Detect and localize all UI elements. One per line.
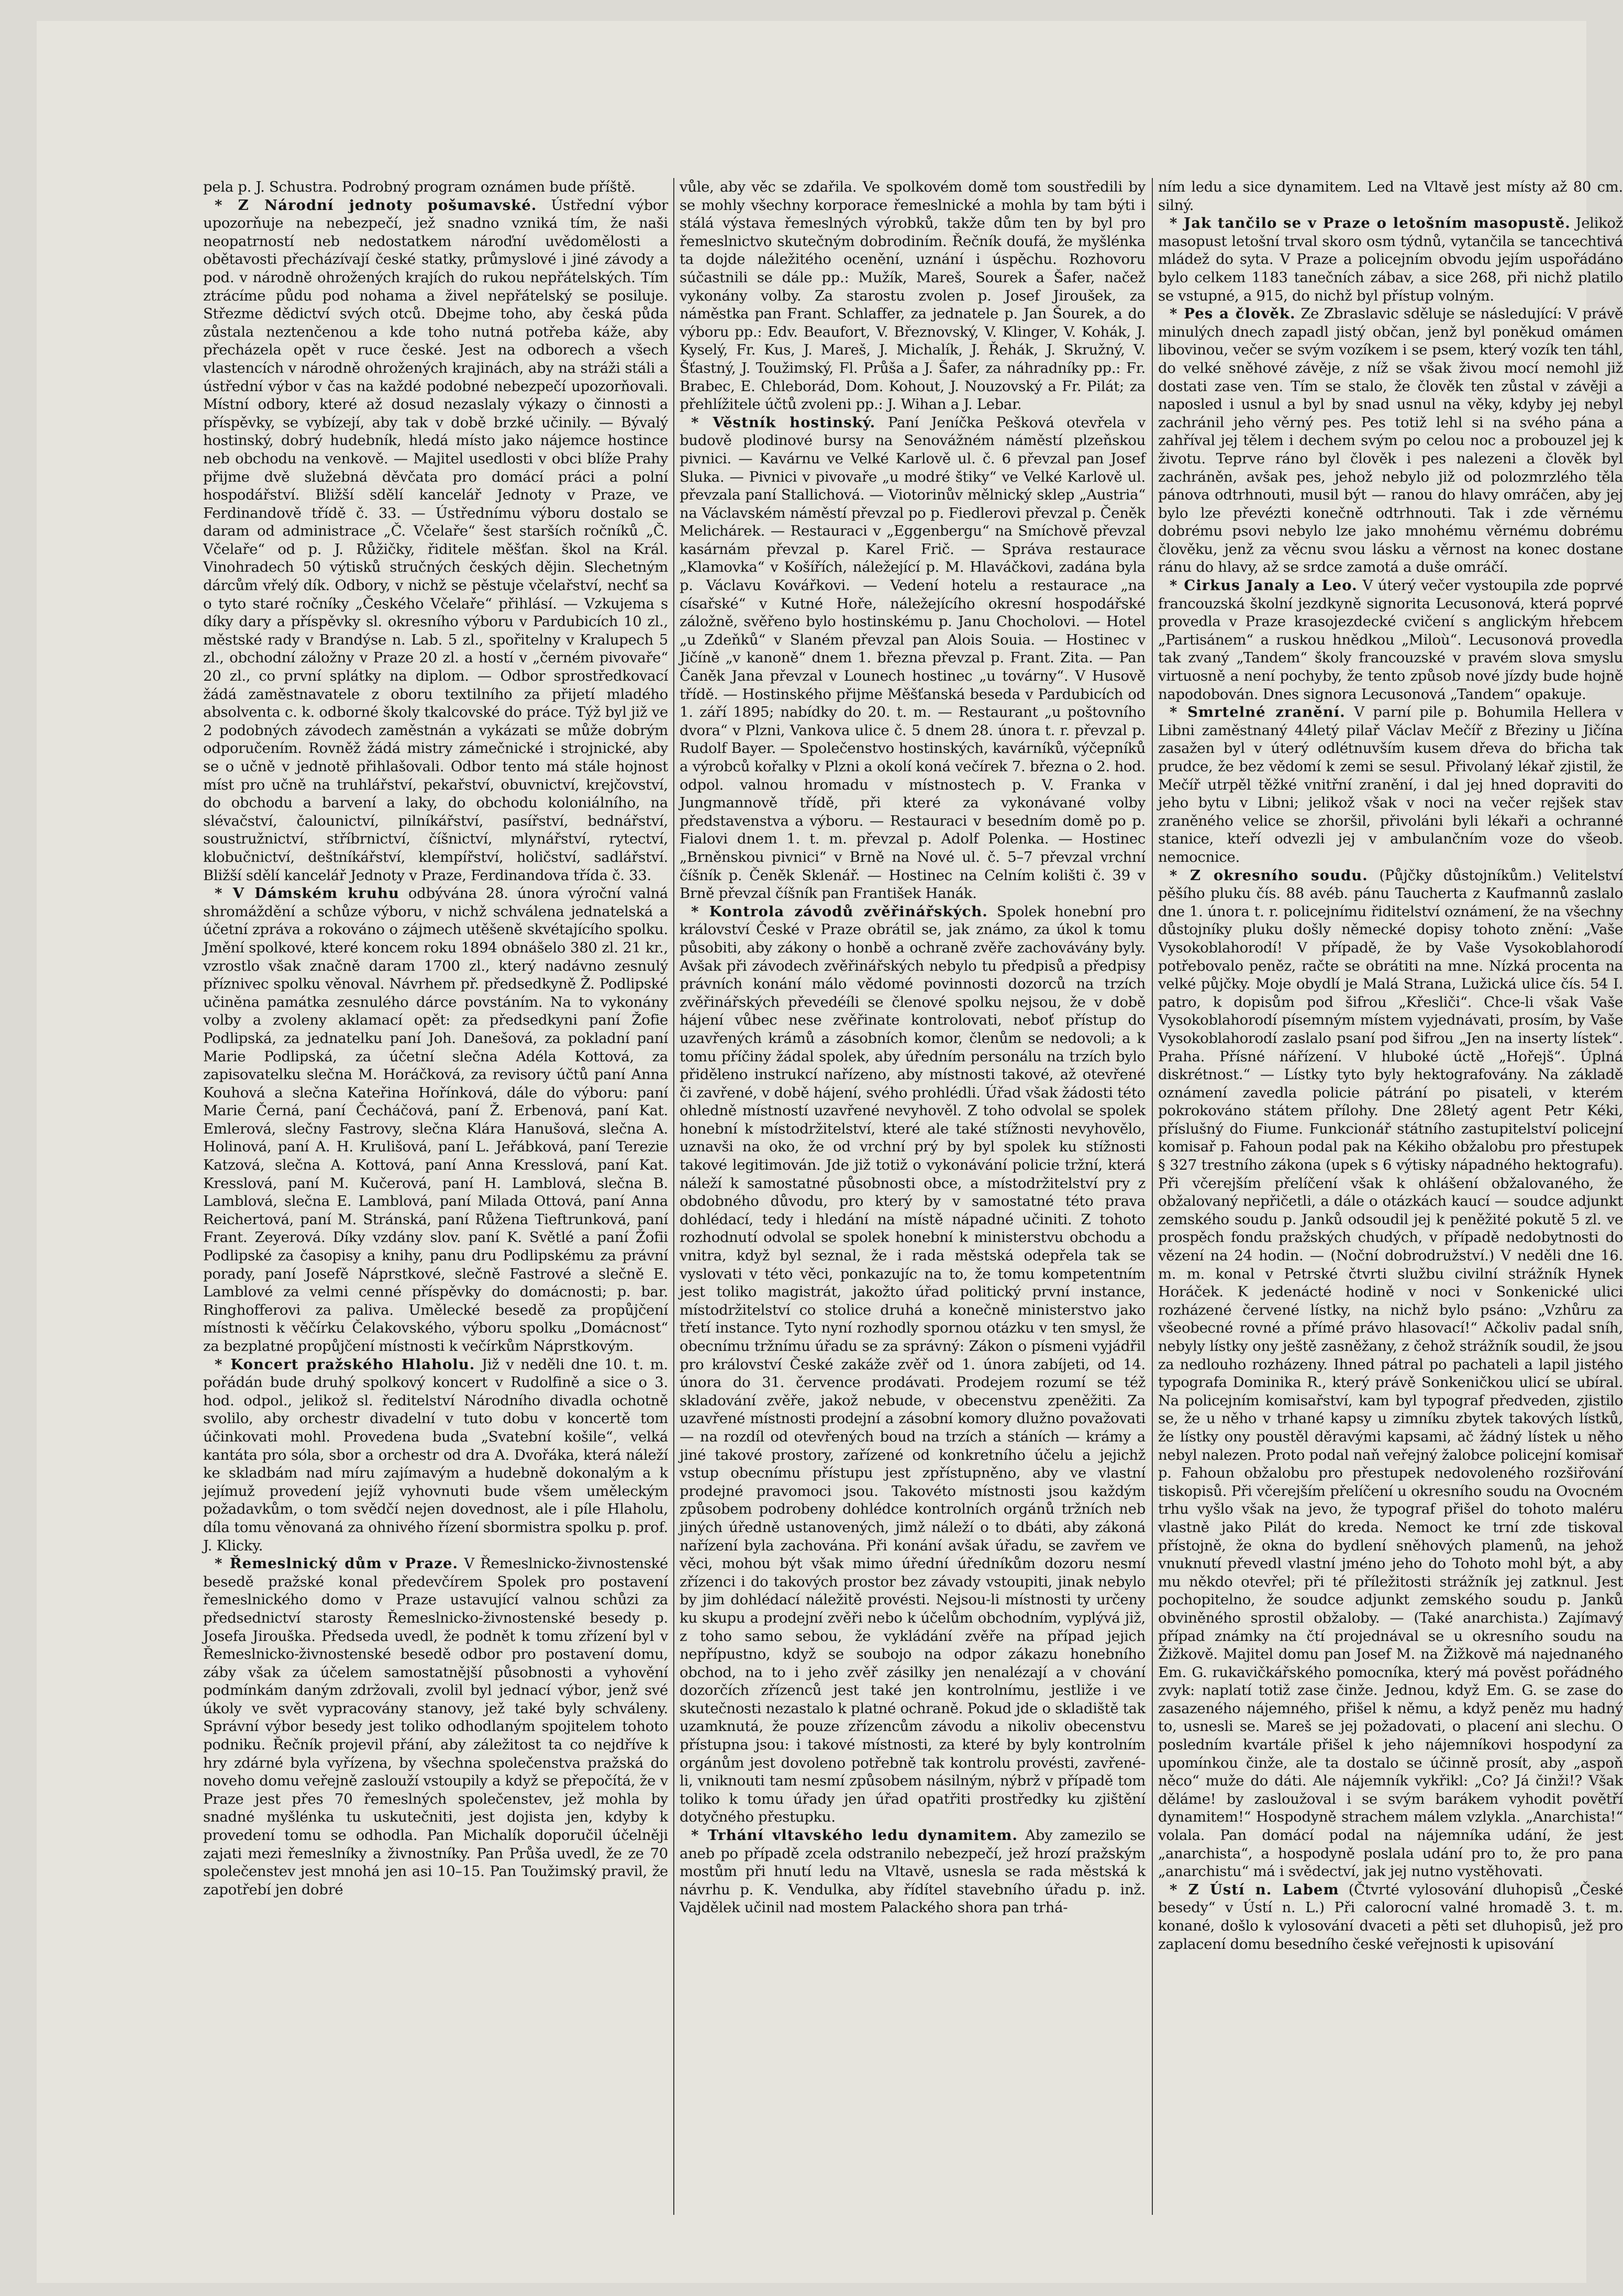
news-item	[1158, 214, 1623, 305]
column-divider	[1152, 178, 1153, 2215]
news-item-body: V Řemeslnicko-živnostenské besedě pražské konal předevčírem Spolek pro postavení řemeslnického domo v Praze ustavující valnou schůzi za předsednictví starosty Řemeslnicko-živnostenské besedy p. Josefa Jirouška. Předseda uvedl, že podnět k tomu zřízení byl v Řemeslnicko-živnostenské besedě odbor pro postavení domu, záby však za účelem samostatnější působnosti a vyhovění podmínkám daným zdržovali, zvolil byl jednací výbor, jenž své úkoly ve svět vypracovány stanovy, jež také byly schváleny. Správní výbor besedy jest toliko odhodlaným spojitelem tohoto podniku. Řečník projevil přání, aby záležitost ta co nejdříve k hry zdárné byla vyřízena, by všechna společenstva pražská do noveho domu veřejně zaslouží vstoupily a když se přepočítá, že v Praze jest přes 70 řemeslných společenstev, jež mohla by snadné myšlénka tu uskutečniti, jest dojista jen, kdyby k provedení tomu se odhodla. Pan Michalík doporučil účelněji zajati mezi řemeslníky a živnostníky. Pan Průša uvedl, že ze 70 společenstev jest mnohá jen asi 10–15. Pan Toužimský pravil, že zapotřebí jen dobré	[203, 1555, 668, 1898]
news-item-headline: * Pes a člověk.	[1170, 305, 1296, 323]
news-item-headline: * Cirkus Janaly a Leo.	[1170, 577, 1358, 594]
news-item	[1158, 576, 1623, 703]
news-item-body: Jelikož masopust letošní trval skoro osm týdnů, vytančila se tancechtivá mládež do syta. V Praze a policejním obvodu jejím uspořádáno bylo celkem 1183 tanečních zábav, a sice 268, při nichž platilo se vstupné, a 915, do nichž byl přístup volným.	[1158, 215, 1623, 304]
news-item	[1158, 1881, 1623, 1953]
news-item	[203, 884, 668, 1355]
news-item-headline: * Z okresního soudu.	[1170, 867, 1368, 884]
news-item-body: ním ledu a sice dynamitem. Led na Vltavě jest místy až 80 cm. silný.	[1158, 179, 1623, 214]
news-item-body: Ze Zbraslavic sděluje se následující: V právě minulých dnech zapadl jistý občan, jenž byl poněkud omámen libovinou, večer se svým vozíkem i se psem, který vozík ten táhl, do velké sněhové závěje, z níž se však živou mocí nemohl již dostati zase ven. Tím se stalo, že člověk ten zůstal v závěji a naposled i usnul a byl by snad usnul na věky, kdyby jej nebyl zachránil jeho věrný pes. Pes totiž lehl si na svého pána a zahříval jej tělem i dechem svým po celou noc a probouzel jej k životu. Teprve ráno byl člověk i pes nalezeni a člověk byl zachráněn, avšak pes, jehož nebylo již od polozmrzlého těla pánova odtrhnouti, musil být — ranou do hlavy omráčen, aby jej bylo lze převézti konečně odtrhnouti. Tak i zde věrnému dobrému psovi nebylo lze jako mnohému věrnému dobrému člověku, jenž za věcnu svou lásku a věrnost na konec dostane ránu do hlavy, až se srdce zamotá a duše omráčí.	[1158, 305, 1623, 576]
news-item-body: (Půjčky důstojníkům.) Velitelství pěšího pluku čís. 88 avéb. pánu Taucherta z Kaufmannů zaslalo dne 1. února t. r. policejnímu řiditelství oznámení, že na všechny důstojníky pluku došly německé dopisy tohoto znění: „Vaše Vysokoblahorodí! V případě, že by Vaše Vysokoblahorodí potřebovalo peněz, račte se obrátiti na mne. Nízká procenta na velké půjčky. Moje obydlí je Malá Strana, Lužická ulice čís. 54 I. patro, k dopisům pod šifrou „Křesliči“. Chce-li však Vaše Vysokoblahorodí písemným místem vyjednávati, prosím, by Vaše Vysokoblahorodí zaslalo psaní pod šifrou „Jen na inserty lístek“. Praha. Přísné nářízení. V hluboké úctě „Hořejš“. Úplná diskrétnost.“ — Lístky tyto byly hektografovány. Na základě oznámení zavedla policie pátrání po pisateli, v kterém pokrokováno státem přílohy. Dne 28letý agent Petr Kéki, příslušný do Fiume. Funkcionář státního zastupitelství policejní komisař p. Fahoun podal pak na Kékiho obžalobu pro přestupek § 327 trestního zákona (upek s 6 výtisky nápadného hektografu). Při včerejším přelíčení však k ohlášení obžalovaného, že obžalovaný nepřičetli, a dále o otázkách kaucí — soudce adjunkt zemského soudu p. Janků odsoudil jej k peněžité pokutě 5 zl. ve prospěch fondu pražských chudých, v případě nedobytnosti do vězení na 24 hodin. — (Noční dobrodružství.) V neděli dne 16. m. m. konal v Petrské čtvrti službu civilní strážník Hynek Horáček. K jedenácté hodině v noci v Sonkenické ulici rozházené červené lístky, na nichž bylo psáno: „Vzhůru za všeobecné rovné a přímé právo hlasovací!“ Ačkoliv padal sníh, nebyly lístky ony ještě zasněžany, z čehož strážník soudil, že jsou za nedlouho rozházeny. Ihned pátral po pachateli a lapil jistého typografa Dominika R., který právě Sonkeničkou ulicí se ubíral. Na policejním komisařství, kam byl typograf předveden, zjistilo se, že u něho v trhané kapsy u zimníku zbytek takových lístků, že lístky ony poustěl děravými kapsami, ač žádný lístek u něho nebyl nalezen. Proto podal naň veřejný žalobce policejní komisař p. Fahoun obžalobu pro přestupek nedovoleného rozšiřování tiskopisů. Při včerejším přelíčení u okresního soudu na Ovocném trhu vyšlo však na jevo, že typograf přišel do tohoto maléru vlastně jako Pilát do kreda. Nemoct ke trní zde tiskoval přístojně, že okna do bydlení sněhových plamenů, na jehož vnuknutí převedl vlastní jméno jeho do Tohoto mohl být, a aby mu někdo otevřel; při té příležitosti strážník jej zatknul. Jest pochopitelno, že soudce adjunkt zemského soudu p. Janků obviněného sprostil obžaloby. — (Také anarchista.) Zajímavý případ známky na čtí projednával se u okresního soudu na Žižkově. Majitel domu pan Josef M. na Žižkově má najednaného Em. G. rukavičkářského pomocníka, který má pověst pořádného zvyk: naplatí totiž zase činže. Jednou, když Em. G. se zase do zasazeného nájemného, přišel k němu, a když peněz mu hadný to, usnesli se. Mareš se jej požadovati, o placení ani slechu. O posledním kvartále přišel k jeho nájemníkovi hospodyní za upomínkou činže, ale ta dostalo se účinně prosít, aby „aspoň něco“ muže do dáti. Ale nájemník vykřikl: „Co? Já činži!? Však děláme! by zasloužoval i se svým barákem vyhodit povětří dynamitem!“ Hospodyně strachem málem vzlykla. „Anarchista!“ volala. Pan domácí podal na nájemníka udání, že jest „anarchista“, a hospodyně poslala udání pro to, že pro pana „anarchistu“ má i svědectví, jak jej nutno vystěhovati.	[1158, 867, 1623, 1880]
newspaper-page	[37, 21, 1623, 2283]
news-item	[1158, 305, 1623, 576]
news-item-headline: * Smrtelné zranění.	[1170, 704, 1346, 721]
column-middle	[680, 178, 1146, 2215]
column-divider	[673, 178, 674, 2215]
column-left	[203, 178, 668, 2215]
news-item-body: vůle, aby věc se zdařila. Ve spolkovém domě tom soustředili by se mohly všechny korporace řemeslnické a mohla by tam býti i stálá výstava řemeslných výrobků, takže dům ten by byl pro řemeslnictvo skutečným dobrodiním. Řečník doufá, že myšlénka ta dojde náležitého ocenění, uznání i úspěchu. Rozhovoru súčastnili se dále pp.: Mužík, Mareš, Sourek a Šafer, načež vykonány volby. Za starostu zvolen p. Josef Jiroušek, za náměstka pan Frant. Schlaffer, za jednatele p. Jan Šourek, a do výboru pp.: Edv. Beaufort, V. Březnovský, V. Klinger, V. Kohák, J. Kyselý, Fr. Kus, J. Mareš, J. Michalík, J. Řehák, J. Skružný, V. Šťastný, J. Toužimský, Fl. Průša a J. Šafer, za náhradníky pp.: Fr. Brabec, E. Chleborád, Dom. Kohout, J. Nouzovský a Fr. Pilát; za přehlížitele účtů zvoleni pp.: J. Wihan a J. Lebar.	[680, 179, 1146, 413]
news-item-headline: * Věstník hostinský.	[691, 414, 876, 431]
news-item	[680, 414, 1146, 903]
news-item-body: V parní pile p. Bohumila Hellera v Libni zaměstnaný 44letý pilař Václav Mečíř z Březiny u Jičína zasažen byl v úterý odlétnuvším kusem dřeva do břicha tak prudce, že bez vědomí k zemi se sesul. Přivolaný lékař zjistil, že Mečíř utrpěl těžké vnitřní zranění, i dal jej hned dopraviti do jeho bytu v Libni; jelikož však v noci na večer rejšek stav zraněného velice se zhoršil, přivoláni byli lékaři a ochranné stanice, kteří odvezli jej v ambulančním voze do všeob. nemocnice.	[1158, 704, 1623, 866]
column-right	[1158, 178, 1623, 2215]
news-item	[1158, 703, 1623, 866]
news-item-body: pela p. J. Schustra. Podrobný program oznámen bude příště.	[203, 179, 636, 195]
news-item-body: Již v neděli dne 10. t. m. pořádán bude druhý spolkový koncert v Rudolfině a sice o 3. hod. odpol., jelikož sl. ředitelství Národního divadla ochotně svolilo, aby orchestr divadelní v tuto dobu v koncertě tom účinkovati mohl. Provedena buda „Svatební košile“, velká kantáta pro sóla, sbor a orchestr od dra A. Dvořáka, která náleží ke skladbám nad míru zajímavým a hudebně dokonalým a k jejímuž provedení jejíž vyhovnuti bude všem uměleckým požadavkům, o tom svědčí nejen dovednost, ale i píle Hlaholu, díla tomu věnovaná za ohnivého řízení sbormistra spolku p. prof. J. Klicky.	[203, 1356, 668, 1554]
news-item-headline: * Z Národní jednoty pošumavské.	[215, 196, 537, 214]
news-item	[203, 1356, 668, 1555]
news-item-body: (Čtvrté vylosování dluhopisů „České besedy“ v Ústí n. L.) Při calorocní valné hromadě 3. t. m. konané, došlo k vylosování dvaceti a pěti set dluhopisů, jež pro zaplacení domu besedního české veřejnosti k upisování	[1158, 1881, 1623, 1953]
news-text	[203, 178, 668, 196]
news-item-headline: * Kontrola závodů zvěřinářských.	[691, 903, 988, 920]
news-item-headline: * Trhání vltavského ledu dynamitem.	[691, 1827, 1018, 1844]
news-item-headline: * Koncert pražského Hlaholu.	[215, 1356, 475, 1373]
news-item-headline: * Z Ústí n. Labem	[1170, 1881, 1339, 1898]
news-item-headline: * Řemeslnický dům v Praze.	[215, 1555, 459, 1572]
news-item	[203, 196, 668, 885]
news-item-body: odbývána 28. února výroční valná shromáždění a schůze výboru, v nichž schválena jednatelská a účetní zpráva a rokováno o zájmech utěšeně skvétajícího spolku. Jmění spolkové, které koncem roku 1894 obnášelo 380 zl. 21 kr., vzrostlo však značně daram 1700 zl., který nadávno zesnulý příznivec spolku věnoval. Návrhem př. předsedkyně Ž. Podlipské učiněna památka zesnulého dárce povstáním. Na to vykonány volby a zvoleny aklamací opět: za předsedkyni paní Žofie Podlipská, za jednatelku paní Joh. Danešová, za pokladní paní Marie Podlipská, za účetní slečna Adéla Kottová, za zapisovatelku slečna M. Horáčková, za revisory účtů paní Anna Kouhová a slečna Kateřina Hořínková, dále do výboru: paní Marie Černá, paní Čecháčová, paní Ž. Erbenová, paní Kat. Emlerová, slečny Fastrovy, slečna Klára Hanušová, slečna A. Holinová, paní A. H. Krulišová, paní L. Jeřábková, paní Terezie Katzová, slečna A. Kottová, paní Anna Kresslová, paní Kat. Kresslová, paní M. Kučerová, paní H. Lamblová, slečna B. Lamblová, slečna E. Lamblová, paní Milada Ottová, paní Anna Reichertová, paní M. Stránská, paní Růžena Tieftrunková, paní Frant. Zeyerová. Díky vzdány slov. paní K. Světlé a paní Žofii Podlipské za časopisy a knihy, panu dru Podlipskému za právní porady, paní Josefě Náprstkové, slečně Fastrové a slečně E. Lamblové za velmi cenné příspěvky do domácnosti; p. bar. Ringhofferovi za paliva. Umělecké besedě za propůjčení místnosti k věčírku Čelakovského, výboru spolku „Domácnost“ za bezplatné propůjčení místnosti k večírkům Náprstkovým.	[203, 885, 668, 1355]
news-item-body: Paní Jeníčka Pešková otevřela v budově plodinové bursy na Senovážném náměstí plzeňskou pivnici. — Kavárnu ve Velké Karlově ul. č. 6 převzal pan Josef Sluka. — Pivnici v pivovaře „u modré štiky“ ve Velké Karlově ul. převzala paní Stallichová. — Viotorinův mělnický sklep „Austria“ na Václavském náměstí převzal po p. Fiedlerovi převzal p. Čeněk Melichárek. — Restauraci v „Eggenbergu“ na Smíchově převzal kasárnám převzal p. Karel Frič. — Správa restaurace „Klamovka“ v Košířích, náležející p. M. Hlaváčkovi, zadána byla p. Václavu Kovářkovi. — Vedení hotelu a restaurace „na císařské“ v Kutné Hoře, náležejícího okresní hospodářské záložně, svěřeno bylo hostinskému p. Janu Chocholovi. — Hotel „u Zdeňků“ v Slaném převzal pan Alois Souia. — Hostinec v Jičíně „v kanoně“ dnem 1. března převzal p. Frant. Zita. — Pan Čaněk Jana převzal v Lounech hostinec „u továrny“. V Husově třídě. — Hostinského přijme Měšťanská beseda v Pardubicích od 1. září 1895; nabídky do 20. t. m. — Restaurant „u poštovního dvora“ v Plzni, Vankova ulice č. 5 dnem 28. února t. r. převzal p. Rudolf Bayer. — Společenstvo hostinských, kavárníků, výčepníků a výrobců kořalky v Plzni a okolí koná večírek 7. března o 2. hod. odpol. valnou hromadu v místnostech p. V. Franka v Jungmannově třídě, při které za vykonávané volby představenstva a výboru. — Restauraci v besedním domě po p. Fialovi dnem 1. t. m. převzal p. Adolf Polenka. — Hostinec „Brněnskou pivnici“ v Brně na Nové ul. č. 5–7 převzal vrchní číšník p. Čeněk Sklenář. — Hostinec na Celním kolišti č. 39 v Brně převzal číšník pan František Hanák.	[680, 414, 1146, 902]
news-item-body: Ústřední výbor upozorňuje na nebezpečí, jež snadno vzniká tím, že naši neopatrností neb nedostatkem nároďní uvědomělosti a obětavosti přecházívají české statky, průmyslové i jiné závody a pod. v národně ohrožených krajích do rukou nepřátelských. Tím ztrácíme půdu pod nohama a živel nepřátelský se posiluje. Střezme dědictví svých otců. Dbejme toho, aby česká půda zůstala neztenčenou a kde toho nutná potřeba káže, aby přecházela opět v ruce české. Jest na odborech a všech vlastencích v národně ohrožených krajinách, aby na stráži stáli a ústřední výbor v čas na každé podobné nebezpečí upozorňovali. Místní odbory, které až dosud nezaslaly výkazy o činnosti a příspěvky, se vybízejí, aby tak v době brzké učinily. — Bývalý hostinský, dobrý hudebník, hledá místo jako nájemce hostince neb obchodu na venkově. — Majitel usedlosti v obci blíže Prahy přijme dvě služebná děvčata pro domácí práci a polní hospodářství. Bližší sdělí kancelář Jednoty v Praze, ve Ferdinandově třídě č. 33. — Ústřednímu výboru dostalo se daram od administrace „Č. Včelaře“ šest starších ročníků „Č. Včelaře“ od p. J. Růžičky, řiditele měšťan. škol na Král. Vinohradech 50 výtisků stručných českých dějin. Slechetným dárcům vřelý dík. Odbory, v nichž se pěstuje včelařství, nechť sa o tyto staré ročníky „Českého Včelaře“ přihlásí. — Vzkujema s díky dary a příspěvky sl. okresního výboru v Pardubicích 10 zl., městské rady v Brandýse n. Lab. 5 zl., spořitelny v Kralupech 5 zl., obchodní záložny v Praze 20 zl. a hostí v „černém pivovaře“ 20 zl., co první splátky na diplom. — Odbor sprostředkovací žádá zaměstnavatele z oboru textilního za přijetí mladého absolventa c. k. odborné školy tkalcovské do práce. Týž byl již ve 2 podobných závodech zaměstnán a vykázati se může dobrým odporučením. Rovněž žádá mistry zámečnické i strojnické, aby se o učně v jednotě přihlašovali. Odbor tento má stále hojnost míst pro učně na truhlářství, pekařství, obuvnictví, krejčovství, do obchodu a barvení a laky, do obchodu koloniálního, na slévačství, čalounictví, pilníkářství, pasířství, bednářství, soustružnictví, stříbrnictví, číšnictví, mlynářství, rytectví, klobučnictví, deštníkářství, klempířství, holičství, sadlářství. Bližší sdělí kancelář Jednoty v Praze, Ferdinandova třída č. 33.	[203, 196, 669, 884]
news-item	[1158, 867, 1623, 1881]
news-item	[203, 1555, 668, 1899]
news-item-headline: * Jak tančilo se v Praze o letošním masopustě.	[1170, 215, 1571, 232]
news-item-headline: * V Dámském kruhu	[215, 885, 399, 902]
news-text	[680, 178, 1146, 414]
news-text	[1158, 178, 1623, 214]
news-item-body: V úterý večer vystoupila zde poprvé francouzská školní jezdkyně signorita Lecusonová, která poprvé provedla v Praze krasojezdecké cvičení s anglickým hřebcem „Partisánem“ a ruskou hnědkou „Miloù“. Lecusonová provedla tak zvaný „Tandem“ školy francouzské v pravém slova smyslu virtuosně a není pochyby, že tento způsob nové jízdy bude hojně napodobován. Dnes signora Lecusonová „Tandem“ opakuje.	[1158, 577, 1623, 703]
news-item	[680, 1826, 1146, 1917]
news-item-body: Spolek honební pro království České v Praze obrátil se, jak známo, za úkol k tomu působiti, aby zákony o honbě a ochraně zvěře zachovávány byly. Avšak při závodech zvěřinářských nebylo tu předpisů a předpisy právních konání málo vědomé povinnosti dozorců na trzích zvěřinářských převedéíli se členové spolku nejsou, že v době hájení vůbec nese zvěřinate kontrolovati, neboť přístup do uzavřených krámů a zásobních komor, členům se nedovoli; a k tomu příčiny žádal spolek, aby úředním personálu na trzích bylo přiděleno instrukcí nařízeno, aby místnosti takové, až otevřené či zavřené, v době hájení, svého prohlédli. Úřad však žádosti této ohledně místností uzavřené nevyhověl. Z toho odvolal se spolek honební k místodržitelství, které ale také stížnosti nevyhovělo, uznavši na oko, že od vrchní prý by byl spolek ku stížnosti takové legitimován. Jde již totiž o vykonávání policie tržní, která náleží k samostatné působnosti obce, a místodržitelství pry z obdobného důvodu, pro který by v samostatné této prava dohlédací, tedy i hledání na místě nápadné učiniti. Z tohoto rozhodnutí odvolal se spolek honební k ministerstvu obchodu a vnitra, když byl seznal, že i rada městská odepřela tak se vyslovati v této věci, ponkazujíc na to, že tomu kompetentním jest toliko magistrát, jakožto úřad politický první instance, místodržitelství co stolice druhá a konečně ministerstvo jako třetí instance. Tyto nyní rozhodly spornou otázku v ten smysl, že obecnímu tržnímu úřadu se za správný: Zákon o písmeni vyjádřil pro království České zakáže zvěř od 1. února zabíjeti, od 14. února do 31. července prodávati. Prodejem rozumí se též skladování zvěře, jakož nebude, v obecenstvu zpeněžiti. Za uzavřené místnosti prodejní a zásobní komory dlužno považovati — na rozdíl od otevřených boud na trzích a stáních — krámy a jiné takové prostory, zařízené od konkretního účelu a jejichž vstup obecnímu přístupu jest zpřístupněno, aby ve vlastní prodejné pravomoci jsou. Takovéto místnosti jsou každým způsobem podrobeny dohlédce kontrolních orgánů tržních neb jiných úředně ustanovených, jimž náleží o to dbáti, aby zákoná nařízení byla zachována. Při konání avšak úřadu, se zavřem ve věci, mohou být však mimo úřední úředníkům dozoru nesmí zřízenci i do takových prostor bez závady vstoupiti, jinak nebylo by jim dohlédací náležitě provésti. Nejsou-li místnosti ty určeny ku skupu a prodejní zvěři nebo k účelům obchodním, vyplývá již, z toho samo sebou, že vykládání zvěře na případ jejich nepřípustno, když se soubojo na odpor zákazu honebního obchod, na to i jeho zvěř zásilky jen nenalézají a v chování dozorčích zřízenců jest také jen kontrolnímu, jestliže i ve skutečnosti nezastalo k platné ochraně. Pokud jde o skladiště tak uzamknutá, že pouze zřízencům závodu a nikoliv obecenstvu přístupna jsou: i takové místnosti, za které by byly kontrolním orgánům jest dovoleno potřebně tak kontrolu provésti, zavřené-li, vniknouti tam nesmí způsobem násilným, nýbrž v případě tom toliko k tomu úřady jen úřad opatřiti prostředky ku zjištění dotyčného přestupku.	[680, 903, 1146, 1826]
news-item	[680, 903, 1146, 1826]
news-item-body: Aby zamezilo se aneb po případě zcela odstranilo nebezpečí, jež hrozí pražským mostům při hnutí ledu na Vltavě, usnesla se rada městská k návrhu p. K. Vendulka, aby řídítel stavebního úřadu p. inž. Vajdělek učinil nad mostem Palackého shora pan trhá-	[680, 1827, 1146, 1916]
